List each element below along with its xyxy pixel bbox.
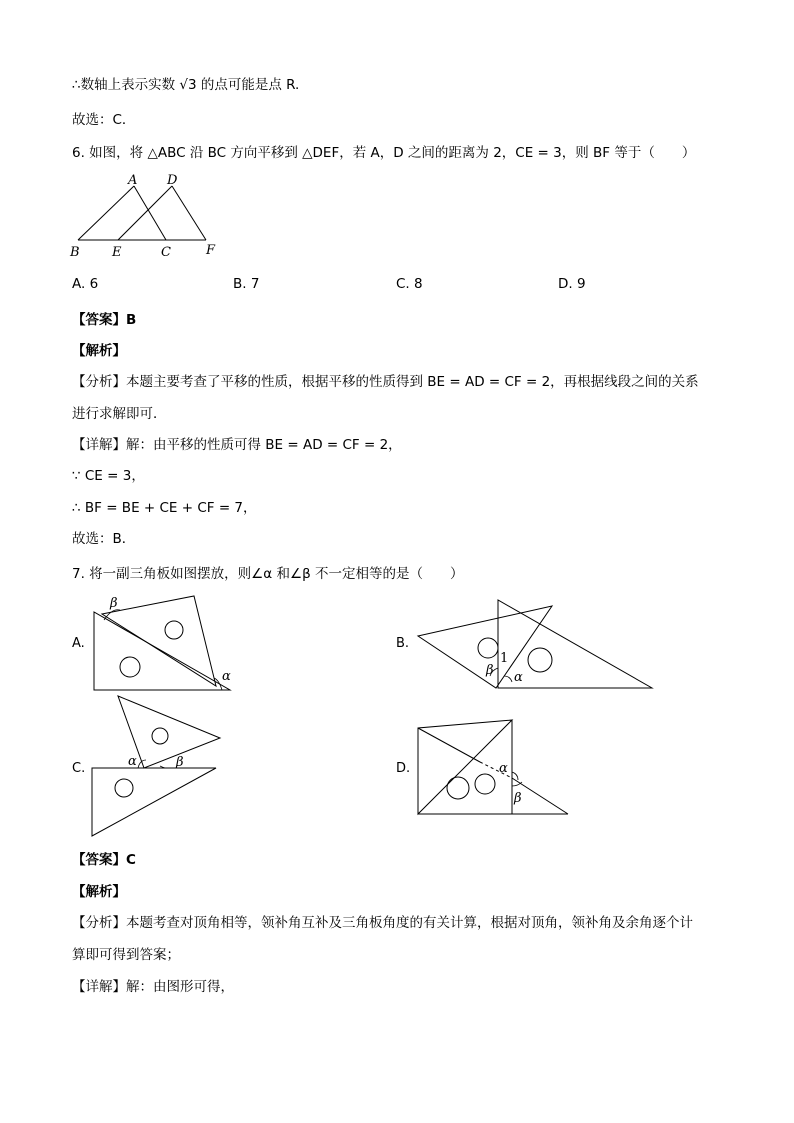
triangle-figure-c	[88, 694, 228, 842]
analysis-heading-7: 【解析】	[72, 884, 126, 900]
question-7: 7. 将一副三角板如图摆放，则∠α 和∠β 不一定相等的是（ ）	[72, 566, 464, 582]
point-c-label: C	[161, 245, 171, 260]
analysis-heading-6: 【解析】	[72, 343, 126, 359]
option-d: D. 9	[558, 276, 586, 292]
conclusion-line: ∴数轴上表示实数 √3 的点可能是点 R.	[72, 77, 300, 93]
figure-label-b: B.	[396, 636, 410, 651]
beta-label-c: β	[176, 755, 184, 770]
alpha-label-d: α	[499, 761, 508, 776]
translation-figure	[66, 170, 226, 262]
analysis-6-line2: 进行求解即可．	[72, 406, 167, 422]
question-6: 6. 如图，将 △ABC 沿 BC 方向平移到 △DEF，若 A，D 之间的距离为 2，CE = 3，则 BF 等于（ ）	[72, 145, 696, 161]
beta-label-b: β	[486, 663, 494, 678]
point-f-label: F	[206, 243, 216, 258]
alpha-label-a: α	[222, 669, 231, 684]
option-c: C. 8	[396, 276, 423, 292]
answer-6: 【答案】B	[72, 312, 137, 328]
detail-6: 【详解】解：由平移的性质可得 BE = AD = CF = 2，	[72, 437, 402, 453]
option-b: B. 7	[233, 276, 260, 292]
point-a-label: A	[128, 173, 138, 188]
point-e-label: E	[112, 245, 122, 260]
detail-7: 【详解】解：由图形可得，	[72, 979, 234, 995]
figure-label-d: D.	[396, 761, 411, 776]
figure-label-c: C.	[72, 761, 86, 776]
point-b-label: B	[70, 245, 80, 260]
analysis-7-line1: 【分析】本题考查对顶角相等，领补角互补及三角板角度的有关计算，根据对顶角，领补角及余角逐个计	[72, 915, 693, 931]
analysis-7-line2: 算即可得到答案；	[72, 947, 180, 963]
triangle-figure-a	[88, 592, 248, 696]
beta-label-d: β	[514, 791, 522, 806]
step-1: ∵ CE = 3，	[72, 468, 145, 484]
point-d-label: D	[167, 173, 178, 188]
choice-line: 故选：C．	[72, 112, 136, 128]
step-2: ∴ BF = BE + CE + CF = 7，	[72, 500, 257, 516]
step-3: 故选：B．	[72, 531, 136, 547]
analysis-6-line1: 【分析】本题主要考查了平移的性质，根据平移的性质得到 BE = AD = CF = 2，再根据线段之间的关系	[72, 374, 699, 390]
figure-label-a: A.	[72, 636, 85, 651]
alpha-label-c: α	[128, 754, 137, 769]
triangle-figure-b	[412, 596, 660, 692]
option-a: A. 6	[72, 276, 99, 292]
beta-label-a: β	[110, 596, 118, 611]
alpha-label-b: α	[514, 670, 523, 685]
triangle-figure-d	[412, 716, 572, 820]
angle-1-label: 1	[500, 651, 509, 666]
answer-7: 【答案】C	[72, 852, 136, 868]
